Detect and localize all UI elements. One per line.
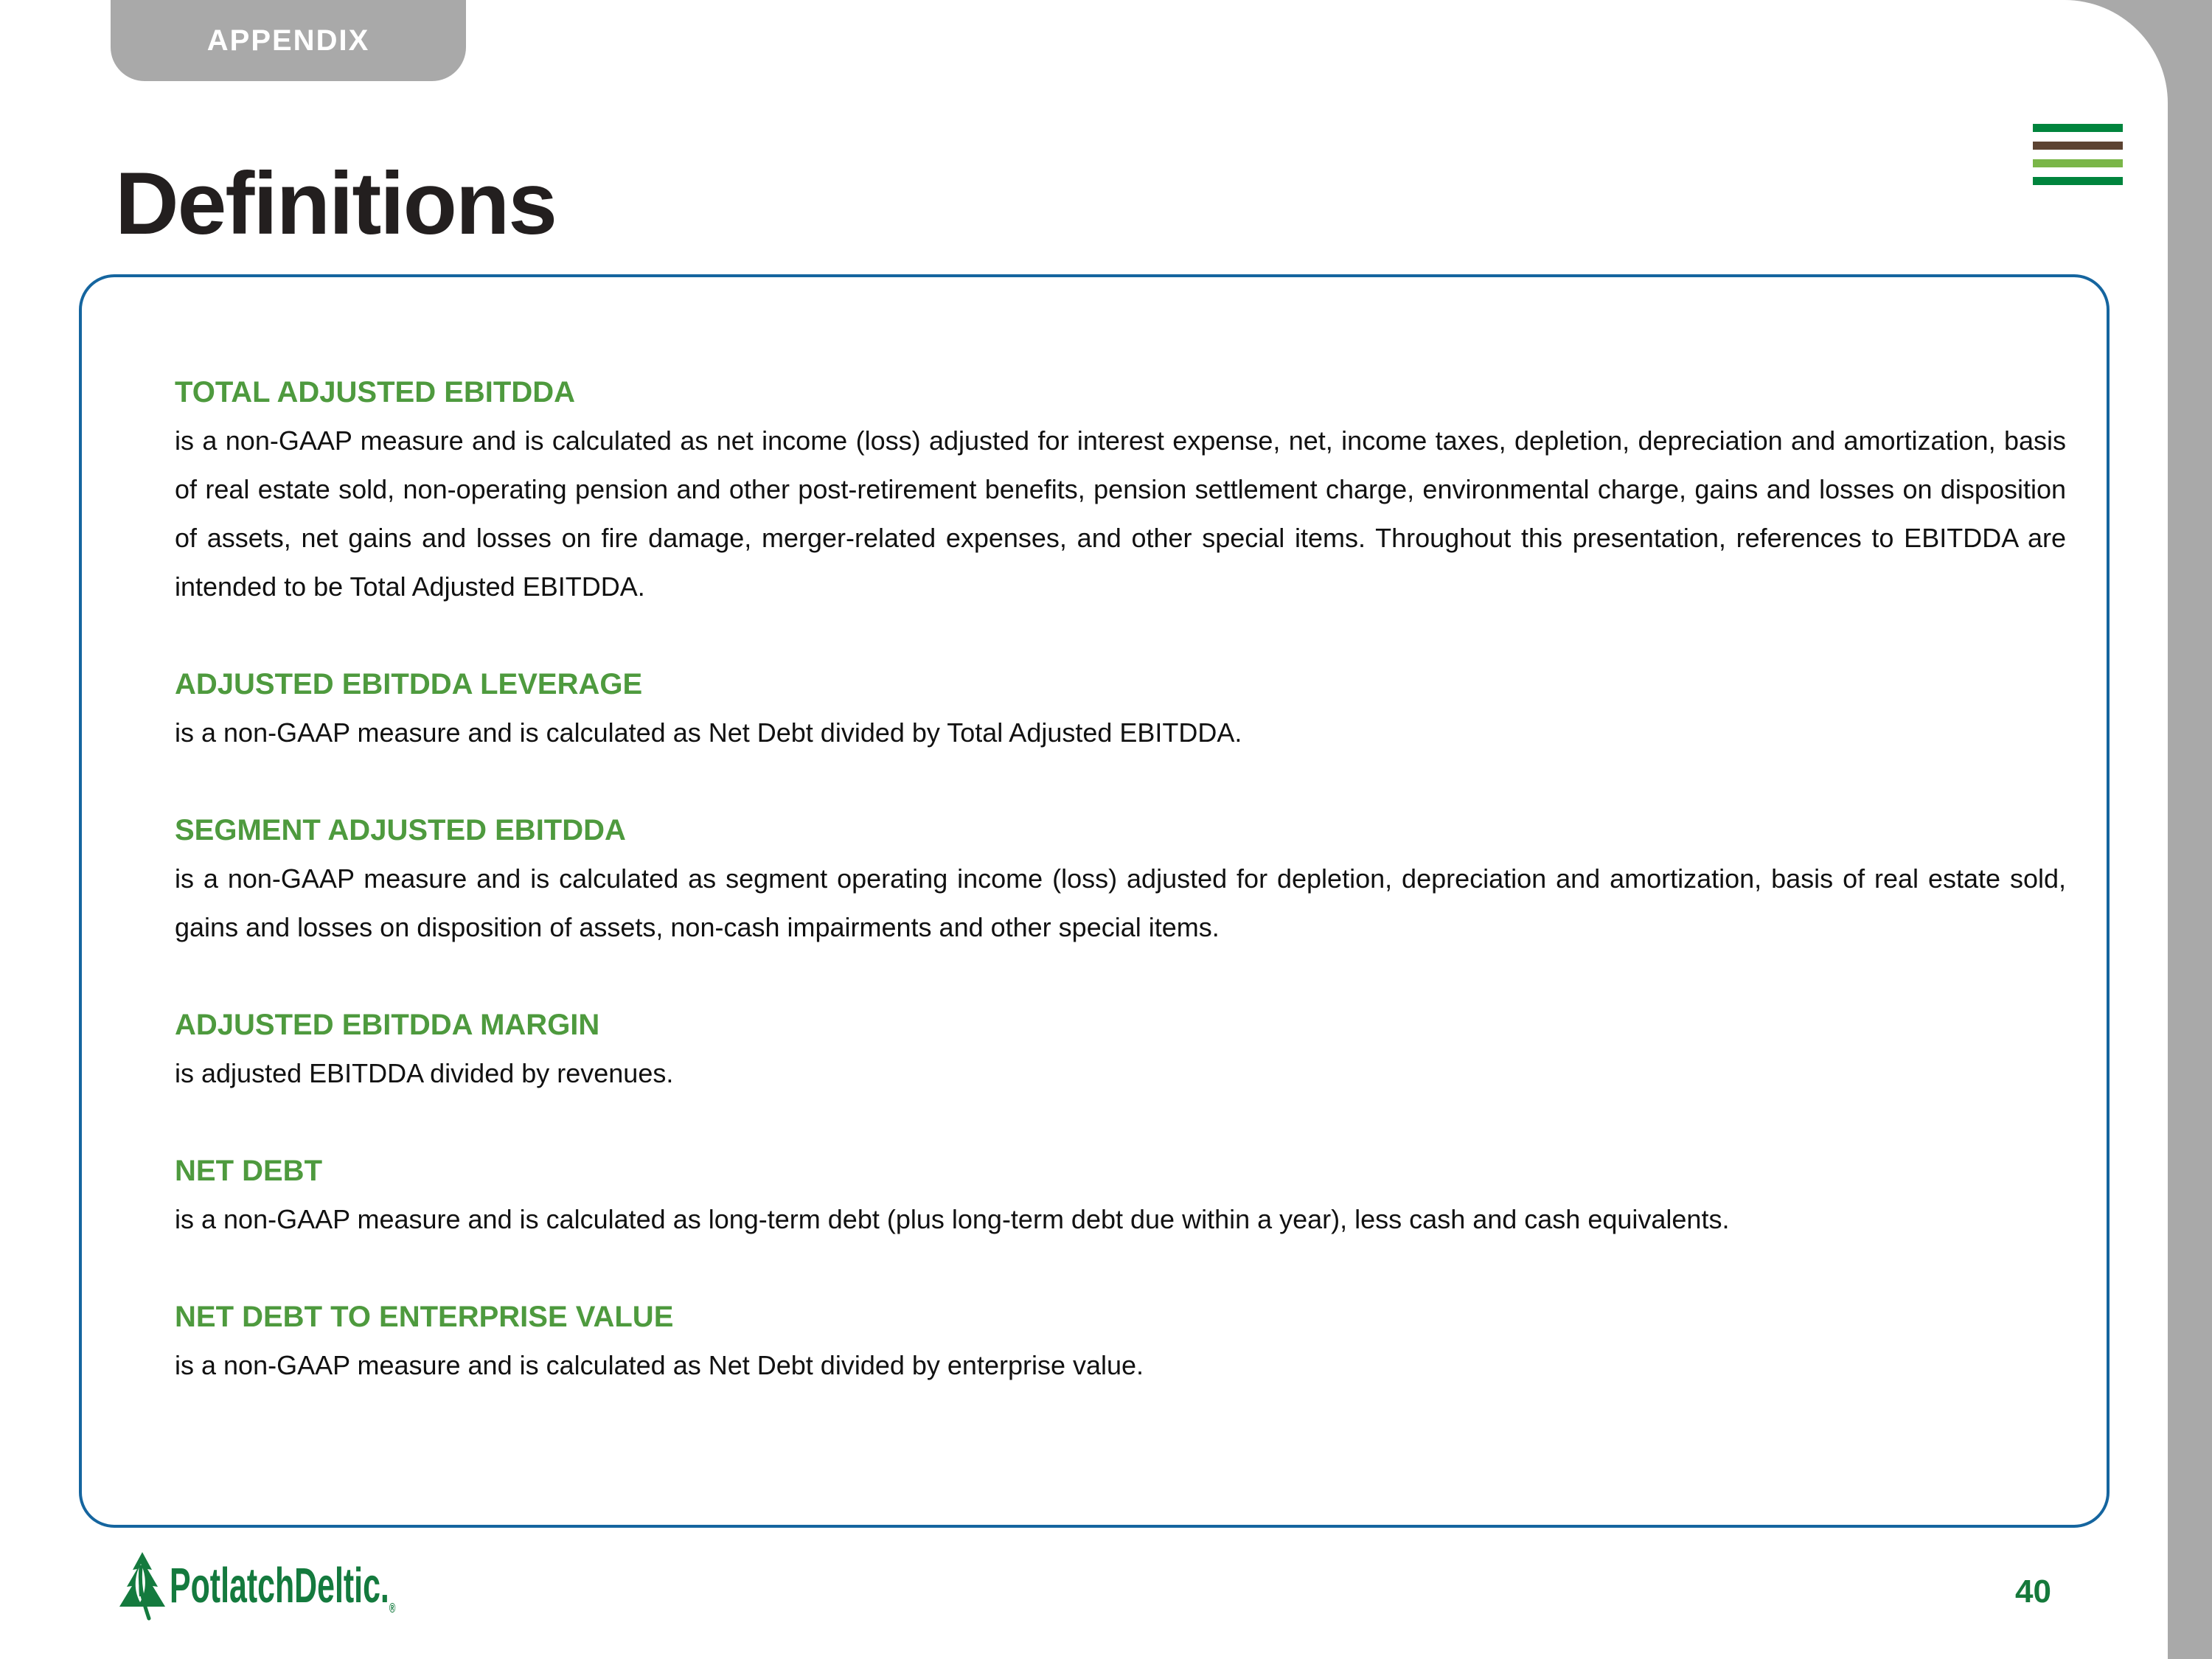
definition-term: NET DEBT: [175, 1155, 322, 1187]
definition-term: NET DEBT TO ENTERPRISE VALUE: [175, 1301, 674, 1333]
stripe-dark-green: [2033, 177, 2123, 185]
definition-text: is a non-GAAP measure and is calculated as Net Debt divided by Total Adjusted EBITDDA.: [175, 717, 1242, 748]
appendix-tab-label: APPENDIX: [206, 24, 370, 57]
definition-term: SEGMENT ADJUSTED EBITDDA: [175, 814, 626, 846]
definition-text: is a non-GAAP measure and is calculated as long-term debt (plus long-term debt due within a year), less cash and cash equivalents.: [175, 1204, 1730, 1234]
definition-term: TOTAL ADJUSTED EBITDDA: [175, 376, 575, 408]
stripe-dark-green: [2033, 124, 2123, 132]
page-number: 40: [2015, 1573, 2051, 1610]
definition-section: [175, 1001, 2066, 1098]
definition-section: [175, 1147, 2066, 1244]
stripe-brown: [2033, 142, 2123, 150]
definition-section: [175, 368, 2066, 611]
brand-stripes-icon: [2033, 124, 2123, 185]
page-title: Definitions: [115, 154, 556, 254]
definition-section: [175, 1293, 2066, 1390]
stripe-light-green: [2033, 159, 2123, 167]
definition-term: ADJUSTED EBITDDA MARGIN: [175, 1009, 600, 1041]
appendix-tab: [111, 0, 466, 81]
definition-text: is a non-GAAP measure and is calculated as Net Debt divided by enterprise value.: [175, 1350, 1144, 1380]
definition-text: is a non-GAAP measure and is calculated as net income (loss) adjusted for interest expense, net, income taxes, depletion, depreciation and amortization, basis of real estate sold, non-operating pension and other post-retirement benefits, pension settlement charge, environmental charge, gains and losses on disposition of assets, net gains and losses on fire damage, merger-related expenses, and other special items. Throughout this presentation, references to EBITDDA are intended to be Total Adjusted EBITDDA.: [175, 425, 2066, 602]
logo-wordmark: PotlatchDeltic.®: [170, 1558, 396, 1615]
registered-mark: ®: [389, 1601, 396, 1615]
tree-logo-icon: [116, 1551, 168, 1621]
definition-text: is adjusted EBITDDA divided by revenues.: [175, 1058, 674, 1088]
definition-section: [175, 806, 2066, 952]
definition-text: is a non-GAAP measure and is calculated as segment operating income (loss) adjusted for depletion, depreciation and amortization, basis of real estate sold, gains and losses on disposition of assets, non-cash impairments and other special items.: [175, 863, 2066, 942]
definition-term: ADJUSTED EBITDDA LEVERAGE: [175, 668, 643, 700]
definition-section: [175, 660, 2066, 757]
potlatchdeltic-logo: [116, 1551, 523, 1621]
definitions-box: [79, 274, 2110, 1528]
